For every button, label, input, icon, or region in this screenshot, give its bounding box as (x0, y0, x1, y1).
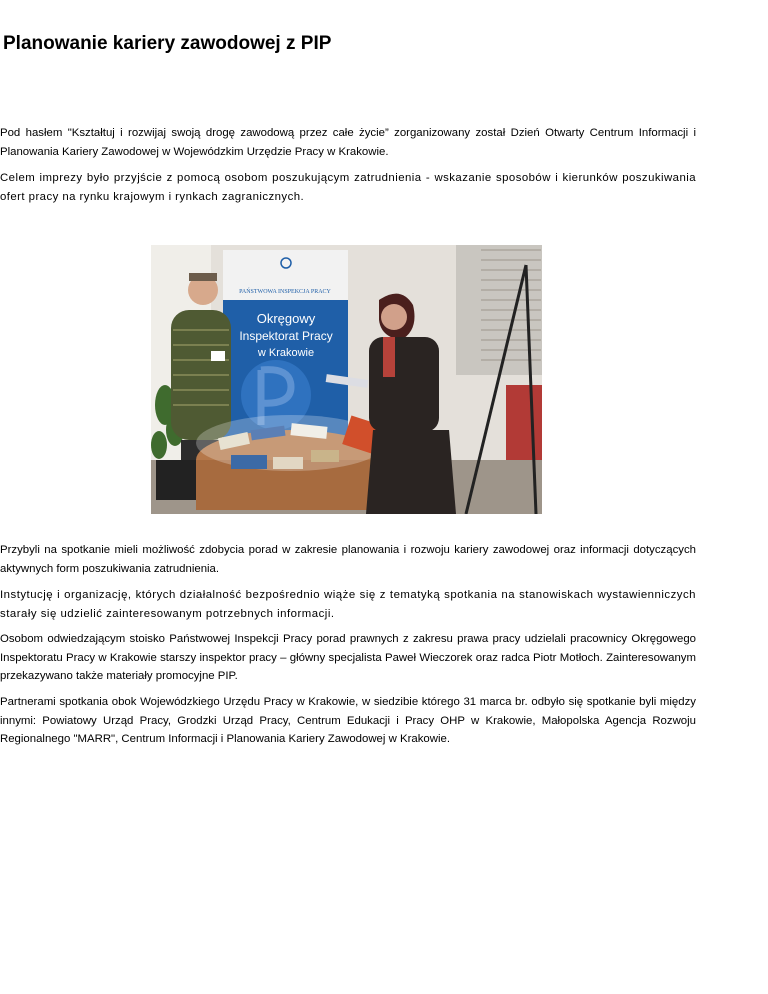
event-photo (151, 245, 542, 514)
brochure-table (196, 415, 386, 510)
paragraph-pip-stand: Osobom odwiedzającym stoisko Państwowej Inspekcji Pracy porad prawnych z zakresu prawa pracy udzielali pracownicy Okręgowego Inspektoratu Pracy w Krakowie starszy inspektor pracy – główny specjalista Paweł Wieczorek oraz radca Piotr Motłoch. Zainteresowanym przekazywano także materiały promocyjne PIP. (0, 633, 696, 682)
paragraph-partners: Partnerami spotkania obok Wojewódzkiego Urzędu Pracy w Krakowie, w siedzibie którego 31 marca br. odbyło się spotkanie byli między innymi: Powiatowy Urząd Pracy, Grodzki Urząd Pracy, Centrum Edukacji i Pracy OHP w Krakowie, Małopolska Agencja Rozwoju Regionalnego "MARR", Centrum Informacji i Planowania Kariery Zawodowej w Krakowie. (0, 696, 696, 745)
paragraph-intro: Pod hasłem "Kształtuj i rozwijaj swoją drogę zawodową przez całe życie” zorganizowany został Dzień Otwarty Centrum Informacji i Planowania Kariery Zawodowej w Wojewódzkim Urzędzie Pracy w Krakowie. (0, 127, 696, 158)
paragraph-visitors: Przybyli na spotkanie mieli możliwość zdobycia porad w zakresie planowania i rozwoju kariery zawodowej oraz informacji dotyczących aktywnych form poszukiwania zatrudnienia. (0, 544, 696, 575)
banner-line-3: w Krakowie (257, 347, 315, 359)
banner-header-text: PAŃSTWOWA INSPEKCJA PRACY (239, 289, 331, 295)
paragraph-goal: Celem imprezy było przyjście z pomocą osobom poszukującym zatrudnienia - wskazanie sposobów i kierunków poszukiwania ofert pracy na rynku krajowym i rynkach zagranicznych. (0, 172, 696, 203)
page-title: Planowanie kariery zawodowej z PIP (3, 33, 332, 54)
banner-line-2: Inspektorat Pracy (239, 329, 333, 343)
banner-line-1: Okręgowy (256, 311, 316, 326)
paragraph-institutions: Instytucję i organizację, których działalność bezpośrednio wiąże się z tematyką spotkania na stanowiskach wystawienniczych starały się udzielić zainteresowanym potrzebnych informacji. (0, 589, 696, 620)
